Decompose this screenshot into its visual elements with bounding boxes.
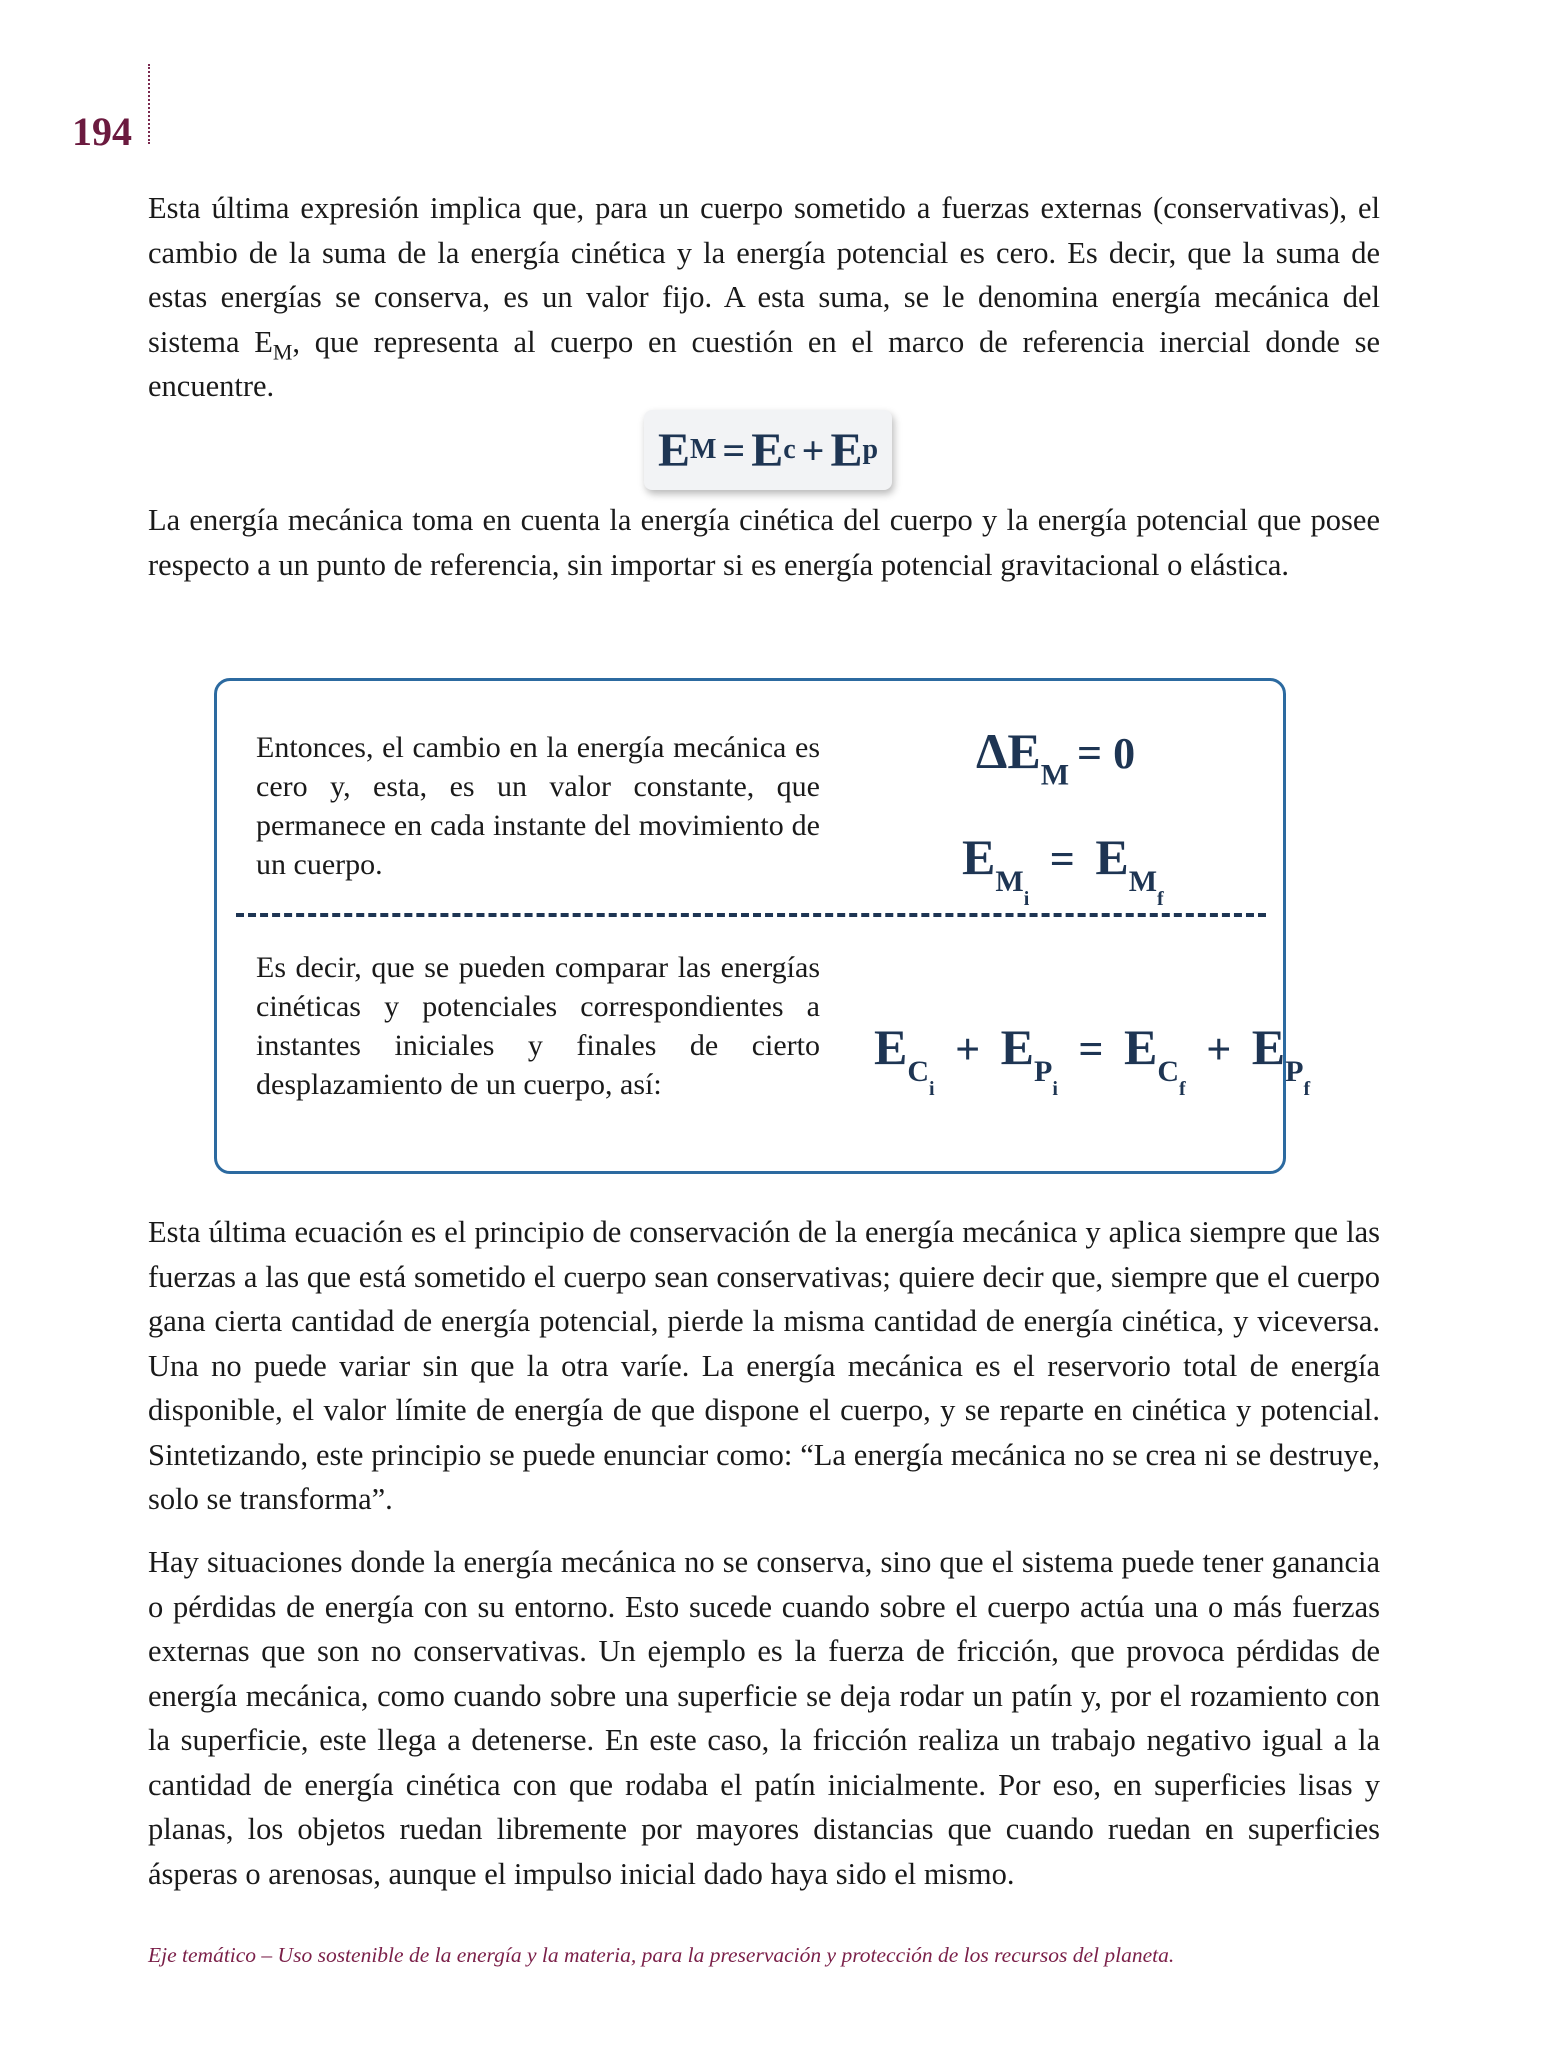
paragraph-non-conservative-forces: Hay situaciones donde la energía mecánica no se conserva, sino que el sistema puede tener ganancia o pérdidas de energía con su entorno. Esto sucede cuando sobre el cuerpo actúa una o más fuerzas externas que son no conservativas. Un ejemplo es la fuerza de fricción, que provoca pérdidas de energía mecánica, como cuando sobre una superficie se deja rodar un patín y, por el rozamiento con la superficie, este llega a detenerse. En este caso, la fricción realiza un trabajo negativo igual a la cantidad de energía cinética con que rodaba el patín inicialmente. Por eso, en superficies lisas y planas, los objetos ruedan libremente por mayores distancias que cuando ruedan en superficies ásperas o arenosas, aunque el impulso inicial dado haya sido el mismo. [148,1545,1380,1891]
equation-energy-conservation: $E_{C_i} + E_{P_i} = E_{C_f} + E_{P_f}$ [874,1019,1311,1100]
equation-delta-em-zero: $\Delta E_M = 0$ [976,723,1136,792]
dashed-divider [236,913,1266,917]
paragraph-text: Esta última expresión implica que, para un cuerpo sometido a fuerzas externas (conservativas), el cambio de la suma de la energía cinética y la energía potencial es cero. Es decir, que la suma de estas energías se conserva, es un valor fijo. A esta suma, se le denomina energía mecánica del sistema [148,191,1380,359]
formula-mechanical-energy: E M = E c + E p [644,410,892,490]
paragraph-mechanical-energy-scope: La energía mecánica toma en cuenta la energía cinética del cuerpo y la energía potencial que posee respecto a un punto de referencia, sin importar si es energía potencial gravitacional o elástica. [148,503,1380,582]
footer-thematic-axis: Eje temático – Uso sostenible de la energía y la materia, para la preservación y protección de los recursos del planeta. [148,1943,1175,1967]
paragraph-mechanical-energy-definition [148,186,1380,409]
page-number: 194 [72,109,132,154]
box-text-compare: Es decir, que se pueden comparar las energías cinéticas y potenciales correspondientes a instantes iniciales y finales de cierto desplazamiento de un cuerpo, así: [256,951,820,1101]
symbol-em: $E_M$ [254,324,293,365]
paragraph-text: , que representa al cuerpo en cuestión en el marco de referencia inercial donde se encuentre. [148,324,1380,403]
page-number-divider [148,64,150,144]
paragraph-conservation-principle: Esta última ecuación es el principio de conservación de la energía mecánica y aplica siempre que las fuerzas a las que está sometido el cuerpo sean conservativas; quiere decir que, siempre que el cuerpo gana cierta cantidad de energía potencial, pierde la misma cantidad de energía cinética, y viceversa. Una no puede variar sin que la otra varíe. La energía mecánica es el reservorio total de energía disponible, el valor límite de energía de que dispone el cuerpo, y se reparte en cinética y potencial. Sintetizando, este principio se puede enunciar como: “La energía mecánica no se crea ni se destruye, solo se transforma”. [148,1215,1380,1516]
equation-emi-equals-emf: $E_{M_i} = E_{M_f}$ [962,829,1164,910]
box-text-constant: Entonces, el cambio en la energía mecánica es cero y, esta, es un valor constante, que permanece en cada instante del movimiento de un cuerpo. [256,731,820,881]
